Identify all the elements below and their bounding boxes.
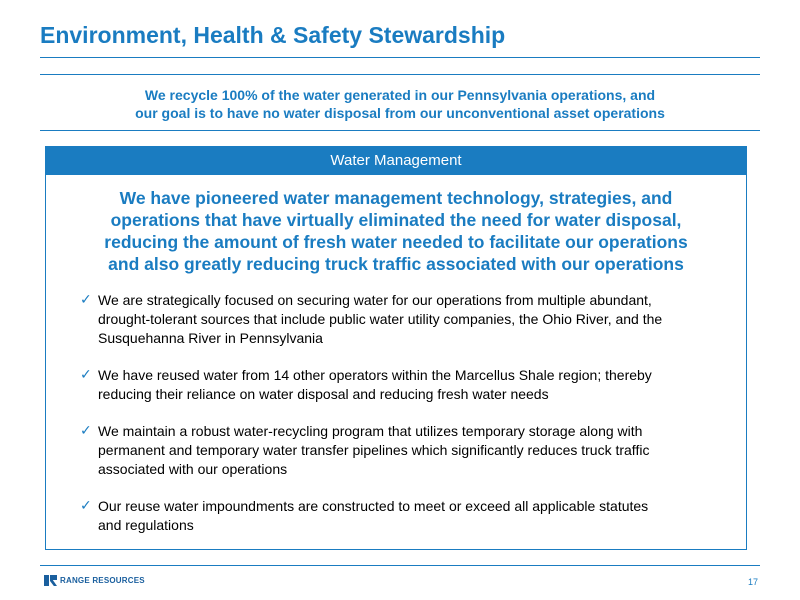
bullet-line: Susquehanna River in Pennsylvania xyxy=(98,330,323,346)
subtitle-line: We recycle 100% of the water generated in our Pennsylvania operations, and xyxy=(144,87,656,103)
bullet-line: associated with our operations xyxy=(98,461,288,477)
list-item xyxy=(80,291,728,348)
bullet-line: We are strategically focused on securing water for our operations from multiple abundant, xyxy=(98,292,652,308)
bullet-line: reducing their reliance on water disposal and reducing fresh water needs xyxy=(98,386,549,402)
page-title: Environment, Health & Safety Stewardship xyxy=(40,22,506,48)
water-management-panel xyxy=(45,146,747,550)
page-number: 17 xyxy=(747,577,758,587)
bullet-list xyxy=(80,291,728,535)
bullet-line: We maintain a robust water-recycling program that utilizes temporary storage along with xyxy=(98,423,643,439)
panel-heading: Water Management xyxy=(46,147,746,175)
lead-line: operations that have virtually eliminated the need for water disposal, xyxy=(110,210,682,230)
bullet-line: drought-tolerant sources that include public water utility companies, the Ohio River, and the xyxy=(98,311,663,327)
subtitle-line: our goal is to have no water disposal from our unconventional asset operations xyxy=(135,105,665,121)
lead-line: We have pioneered water management technology, strategies, and xyxy=(119,188,673,208)
company-logo xyxy=(44,575,145,586)
subtitle-top-divider xyxy=(40,74,760,75)
panel-lead xyxy=(66,187,726,275)
checkmark-icon: ✓ xyxy=(80,292,92,308)
checkmark-icon: ✓ xyxy=(80,367,92,383)
footer-divider xyxy=(40,565,760,566)
lead-line: and also greatly reducing truck traffic associated with our operations xyxy=(108,254,684,274)
bullet-line: Our reuse water impoundments are constructed to meet or exceed all applicable statutes xyxy=(98,498,649,514)
checkmark-icon: ✓ xyxy=(80,498,92,514)
title-divider xyxy=(40,57,760,58)
lead-line: reducing the amount of fresh water needed to facilitate our operations xyxy=(104,232,688,252)
bullet-line: and regulations xyxy=(98,517,194,533)
bullet-line: permanent and temporary water transfer pipelines which significantly reduces truck traffic xyxy=(98,442,650,458)
subtitle-bottom-divider xyxy=(40,130,760,131)
list-item xyxy=(80,422,728,479)
logo-text: RANGE RESOURCES xyxy=(60,576,145,585)
checkmark-icon: ✓ xyxy=(80,423,92,439)
bullet-line: We have reused water from 14 other operators within the Marcellus Shale region; thereby xyxy=(98,367,652,383)
subtitle xyxy=(40,86,760,122)
list-item xyxy=(80,366,728,404)
list-item xyxy=(80,497,728,535)
range-resources-logo-icon xyxy=(44,575,57,586)
